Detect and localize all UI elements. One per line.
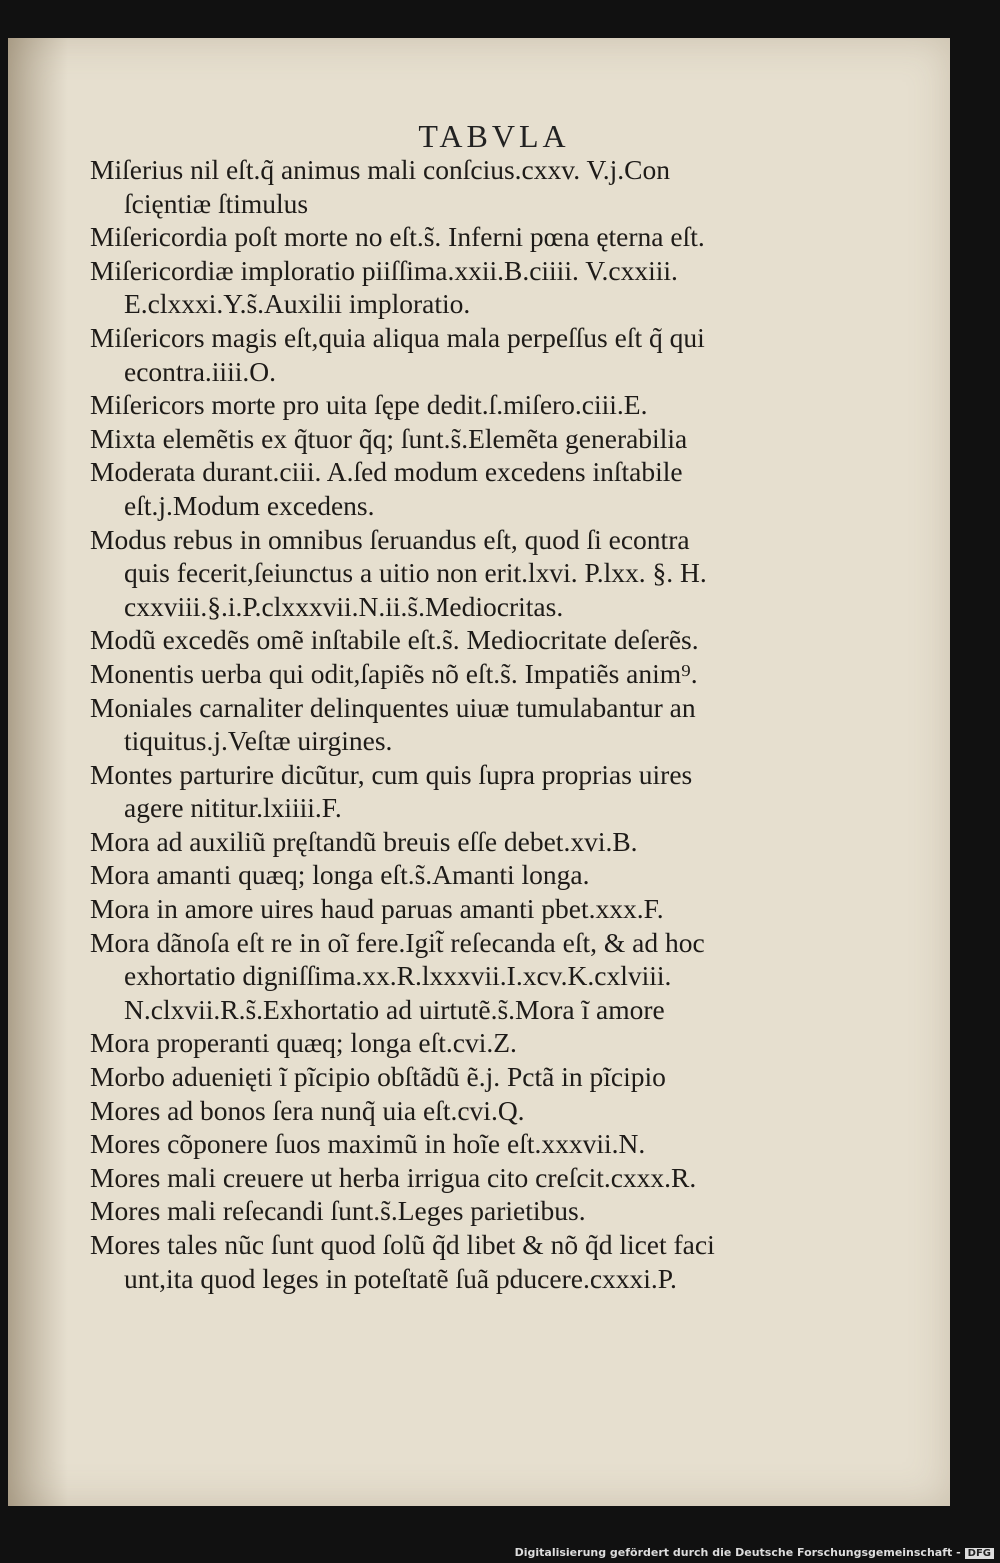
entry-line: Mora in amore uires haud paruas amanti pbet.xxx.F.	[90, 893, 664, 925]
entry-continuation-line: eſt.j.Modum excedens.	[124, 489, 375, 521]
entry-continuation-line: unt,ita quod leges in poteſtatẽ ſuã pducere.cxxxi.P.	[124, 1262, 677, 1294]
index-entry	[90, 1228, 810, 1295]
entry-line: Mora amanti quæq; longa eſt.s̃.Amanti longa.	[90, 859, 590, 891]
index-entry	[90, 321, 810, 388]
entry-continuation-line: N.clxvii.R.s̃.Exhortatio ad uirtutẽ.s̃.Mora ĩ amore	[124, 993, 665, 1025]
entry-line: Miſericordia poſt morte no eſt.s̃. Inferni pœna ęterna eſt.	[90, 221, 705, 253]
index-entry	[90, 758, 810, 825]
entry-line: Mores mali creuere ut herba irrigua cito creſcit.cxxx.R.	[90, 1161, 697, 1193]
index-entry	[90, 825, 810, 859]
entry-continuation-line: quis fecerit,ſeiunctus a uitio non erit.lxvi. P.lxx. §. H.	[124, 557, 707, 589]
entry-continuation-line: cxxviii.§.i.P.clxxxvii.N.ii.s̃.Mediocritas.	[124, 590, 564, 622]
index-entry	[90, 1161, 810, 1195]
funding-credit	[515, 1546, 994, 1559]
entry-line: Mores tales nũc ſunt quod ſolũ q̃d libet & nõ q̃d licet faci	[90, 1229, 715, 1260]
book-page	[8, 38, 950, 1506]
entry-continuation-line: econtra.iiii.O.	[124, 355, 276, 387]
index-entry	[90, 623, 810, 657]
index-entry	[90, 153, 810, 220]
index-entry	[90, 892, 810, 926]
entry-line: Monentis uerba qui odit,ſapiẽs nõ eſt.s̃. Impatiẽs anim⁹.	[90, 657, 698, 689]
entry-line: Mores mali reſecandi ſunt.s̃.Leges parietibus.	[90, 1195, 586, 1227]
entry-line: Mores cõponere ſuos maximũ in hoĩe eſt.xxxvii.N.	[90, 1128, 646, 1160]
index-entry	[90, 1127, 810, 1161]
index-entry	[90, 1094, 810, 1128]
entry-line: Montes parturire dicũtur, cum quis ſupra proprias uires	[90, 758, 693, 790]
index-entry	[90, 926, 810, 1027]
index-entry	[90, 691, 810, 758]
index-entry	[90, 254, 810, 321]
entry-line: Mora dãnoſa eſt re in oĩ fere.Igit̃ reſecanda eſt, & ad hoc	[90, 926, 705, 958]
entry-line: Moniales carnaliter delinquentes uiuæ tumulabantur an	[90, 691, 696, 723]
index-entry	[90, 523, 810, 624]
entry-line: Miſericors magis eſt,quia aliqua mala perpeſſus eſt q̃ qui	[90, 321, 705, 353]
entry-line: Mora properanti quæq; longa eſt.cvi.Z.	[90, 1027, 517, 1059]
entry-continuation-line: E.clxxxi.Y.s̃.Auxilii imploratio.	[124, 288, 471, 320]
index-entry	[90, 657, 810, 691]
entry-continuation-line: tiquitus.j.Veſtæ uirgines.	[124, 725, 393, 757]
entry-line: Mixta elemẽtis ex q̃tuor q̃q; ſunt.s̃.Elemẽta generabilia	[90, 422, 688, 454]
entry-line: Mora ad auxiliũ pręſtandũ breuis eſſe debet.xvi.B.	[90, 825, 638, 857]
entry-line: Moderata durant.ciii. A.ſed modum excedens inſtabile	[90, 456, 683, 488]
entry-line: Miſericordiæ imploratio piiſſima.xxii.B.ciiii. V.cxxiii.	[90, 254, 678, 286]
entry-line: Morbo aduenięti ĩ pĩcipio obſtãdũ ẽ.j. Pctã in pĩcipio	[90, 1061, 666, 1093]
entry-continuation-line: ſcięntiæ ſtimulus	[124, 187, 309, 219]
entry-line: Modũ excedẽs omẽ inſtabile eſt.s̃. Mediocritate deſerẽs.	[90, 624, 699, 656]
entry-line: Mores ad bonos ſera nunq̃ uia eſt.cvi.Q.	[90, 1094, 525, 1126]
index-entry	[90, 858, 810, 892]
index-entry	[90, 455, 810, 522]
entry-line: Miſericors morte pro uita ſępe dedit.ſ.miſero.ciii.E.	[90, 389, 648, 421]
index-entry	[90, 1026, 810, 1060]
entry-continuation-line: agere nititur.lxiiii.F.	[124, 792, 342, 824]
index-entry	[90, 388, 810, 422]
entry-line: Modus rebus in omnibus ſeruandus eſt, quod ſi econtra	[90, 523, 690, 555]
index-entry	[90, 1060, 810, 1094]
index-entry	[90, 1194, 810, 1228]
index-entry	[90, 220, 810, 254]
index-entry	[90, 422, 810, 456]
entry-continuation-line: exhortatio digniſſima.xx.R.lxxxvii.I.xcv.K.cxlviii.	[124, 960, 672, 992]
page-title: TABVLA	[418, 118, 570, 154]
index-entry-list	[90, 153, 810, 1295]
funding-credit-text: Digitalisierung gefördert durch die Deutsche Forschungsgemeinschaft -	[514, 1546, 961, 1559]
dfg-logo: DFG	[965, 1548, 994, 1559]
entry-line: Miſerius nil eſt.q̃ animus mali conſcius.cxxv. V.j.Con	[90, 154, 671, 185]
